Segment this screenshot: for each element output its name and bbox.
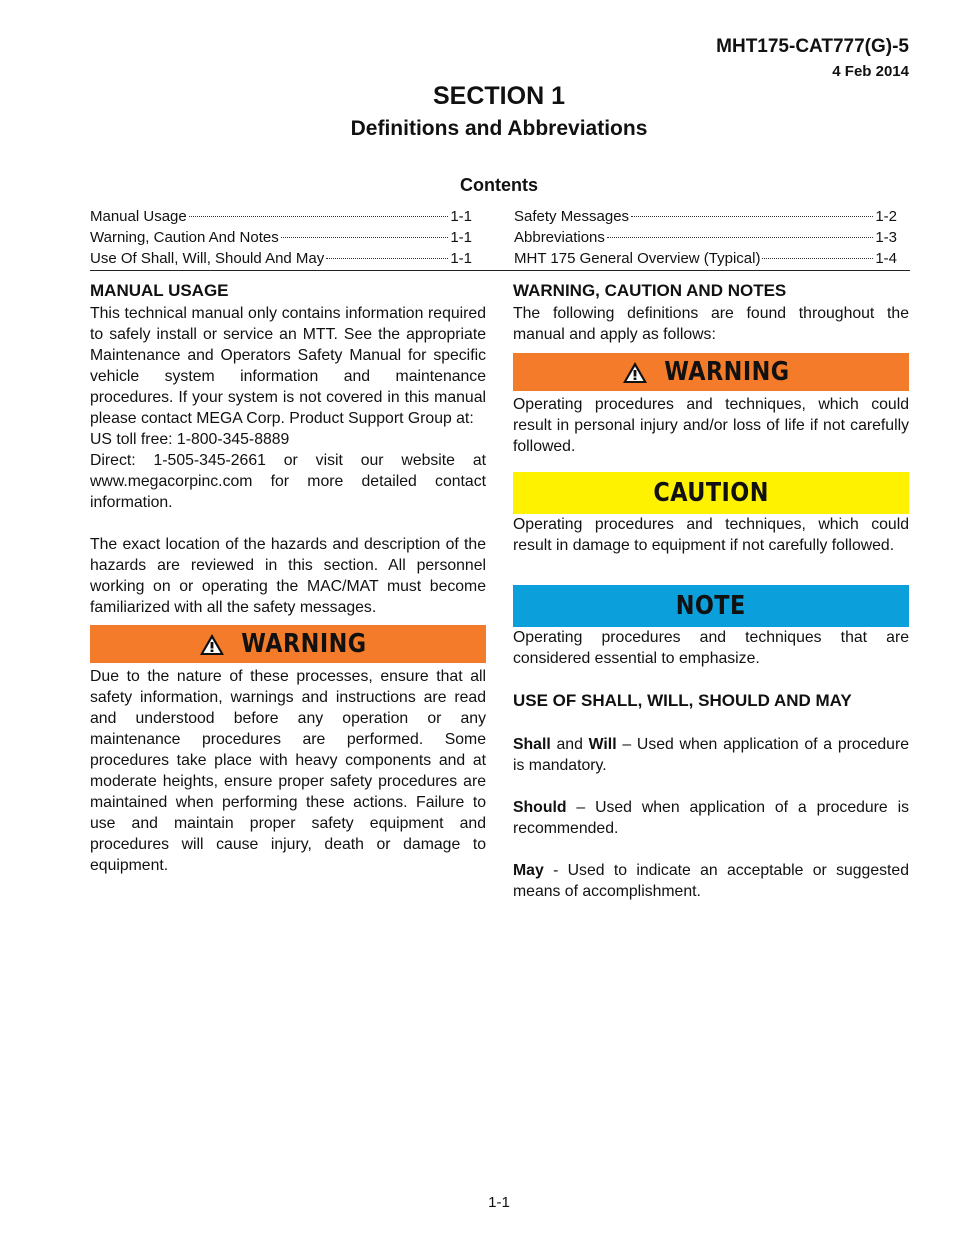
toc-entry-label: MHT 175 General Overview (Typical) xyxy=(514,250,761,267)
direct-contact: Direct: 1-505-345-2661 or visit our website at www.megacorpinc.com for more detailed contact information. xyxy=(90,452,486,511)
should-text: – Used when application of a procedure is recommended. xyxy=(513,799,910,837)
warning-label: WARNING xyxy=(241,628,367,659)
toc-leader-dots xyxy=(281,237,449,238)
contents-divider xyxy=(90,270,910,271)
warning-caution-notes-heading: WARNING, CAUTION AND NOTES xyxy=(513,281,787,300)
document-id: MHT175-CAT777(G)-5 xyxy=(716,36,909,57)
page-number: 1-1 xyxy=(488,1194,510,1211)
toc-entry[interactable] xyxy=(90,227,472,248)
toc-leader-dots xyxy=(607,237,873,238)
note-definition: Operating procedures and techniques that are considered essential to emphasize. xyxy=(513,629,909,667)
warning-label: WARNING xyxy=(664,356,790,387)
warning-triangle-icon xyxy=(199,633,225,656)
manual-usage-heading: MANUAL USAGE xyxy=(90,281,229,300)
section-title: SECTION 1 xyxy=(433,82,565,110)
note-label: NOTE xyxy=(676,590,746,621)
and-word: and xyxy=(556,736,583,753)
shall-will-definition xyxy=(513,734,909,776)
toc-leader-dots xyxy=(762,258,873,259)
warning-caution-notes-section xyxy=(513,280,909,902)
toc-entry-label: Abbreviations xyxy=(514,229,605,246)
toc-entry-page: 1-1 xyxy=(450,229,472,246)
toc-left-column xyxy=(90,206,472,269)
caution-definition: Operating procedures and techniques, which could result in damage to equipment if not carefully followed. xyxy=(513,516,909,554)
may-term: May xyxy=(513,862,544,879)
toc-entry[interactable] xyxy=(514,248,897,269)
shall-will-heading: USE OF SHALL, WILL, SHOULD AND MAY xyxy=(513,691,852,710)
caution-banner xyxy=(513,472,909,514)
document-date: 4 Feb 2014 xyxy=(832,63,909,80)
toc-leader-dots xyxy=(326,258,448,259)
may-definition xyxy=(513,860,909,902)
toc-entry-page: 1-3 xyxy=(875,229,897,246)
hazards-paragraph: The exact location of the hazards and description of the hazards are reviewed in this section. All personnel working on or operating the MAC/MAT must become familiarized with all the safety messages. xyxy=(90,536,486,616)
toc-leader-dots xyxy=(189,216,449,217)
shall-will-text: – Used when application of a procedure is mandatory. xyxy=(513,736,909,774)
toc-entry-page: 1-4 xyxy=(875,250,897,267)
manual-usage-section xyxy=(90,280,486,876)
toc-entry-label: Use Of Shall, Will, Should And May xyxy=(90,250,325,267)
contents-heading: Contents xyxy=(460,175,538,195)
may-text: - Used to indicate an acceptable or suggested means of accomplishment. xyxy=(513,862,909,900)
will-term: Will xyxy=(588,736,617,753)
caution-label: CAUTION xyxy=(653,477,769,508)
toc-right-column xyxy=(514,206,897,269)
toc-entry[interactable] xyxy=(90,206,472,227)
definitions-intro: The following definitions are found throughout the manual and apply as follows: xyxy=(513,305,909,343)
toll-free-number: US toll free: 1-800-345-8889 xyxy=(90,431,290,448)
manual-usage-paragraph: This technical manual only contains information required to safely install or service an MTT. See the appropriate Maintenance and Operators Safety Manual for specific vehicle system information and maintenance procedures. If your system is not covered in this manual please contact MEGA Corp. Product Support Group at: xyxy=(90,305,486,427)
section-subtitle: Definitions and Abbreviations xyxy=(350,117,648,140)
shall-term: Shall xyxy=(513,736,551,753)
warning-banner xyxy=(90,625,486,663)
toc-leader-dots xyxy=(631,216,873,217)
warning-triangle-icon xyxy=(622,361,648,384)
toc-entry[interactable] xyxy=(90,248,472,269)
should-definition xyxy=(513,797,909,839)
should-term: Should xyxy=(513,799,567,816)
toc-entry-page: 1-2 xyxy=(875,208,897,225)
toc-entry-label: Warning, Caution And Notes xyxy=(90,229,279,246)
warning-text: Due to the nature of these processes, ensure that all safety information, warnings and instructions are read and understood before any operation or any maintenance procedures are performed. Some procedures take place with heavy components and at moderate heights, ensure proper safety procedures are maintained when performing these actions. Failure to use and maintain proper safety equipment and procedures will cause injury, death or damage to equipment. xyxy=(90,668,486,874)
toc-entry-label: Safety Messages xyxy=(514,208,630,225)
note-banner xyxy=(513,585,909,627)
toc-entry[interactable] xyxy=(514,206,897,227)
warning-definition: Operating procedures and techniques, which could result in personal injury and/or loss of life if not carefully followed. xyxy=(513,396,909,455)
toc-entry-label: Manual Usage xyxy=(90,208,187,225)
toc-entry[interactable] xyxy=(514,227,897,248)
toc-entry-page: 1-1 xyxy=(450,208,472,225)
toc-entry-page: 1-1 xyxy=(450,250,472,267)
warning-banner xyxy=(513,353,909,391)
